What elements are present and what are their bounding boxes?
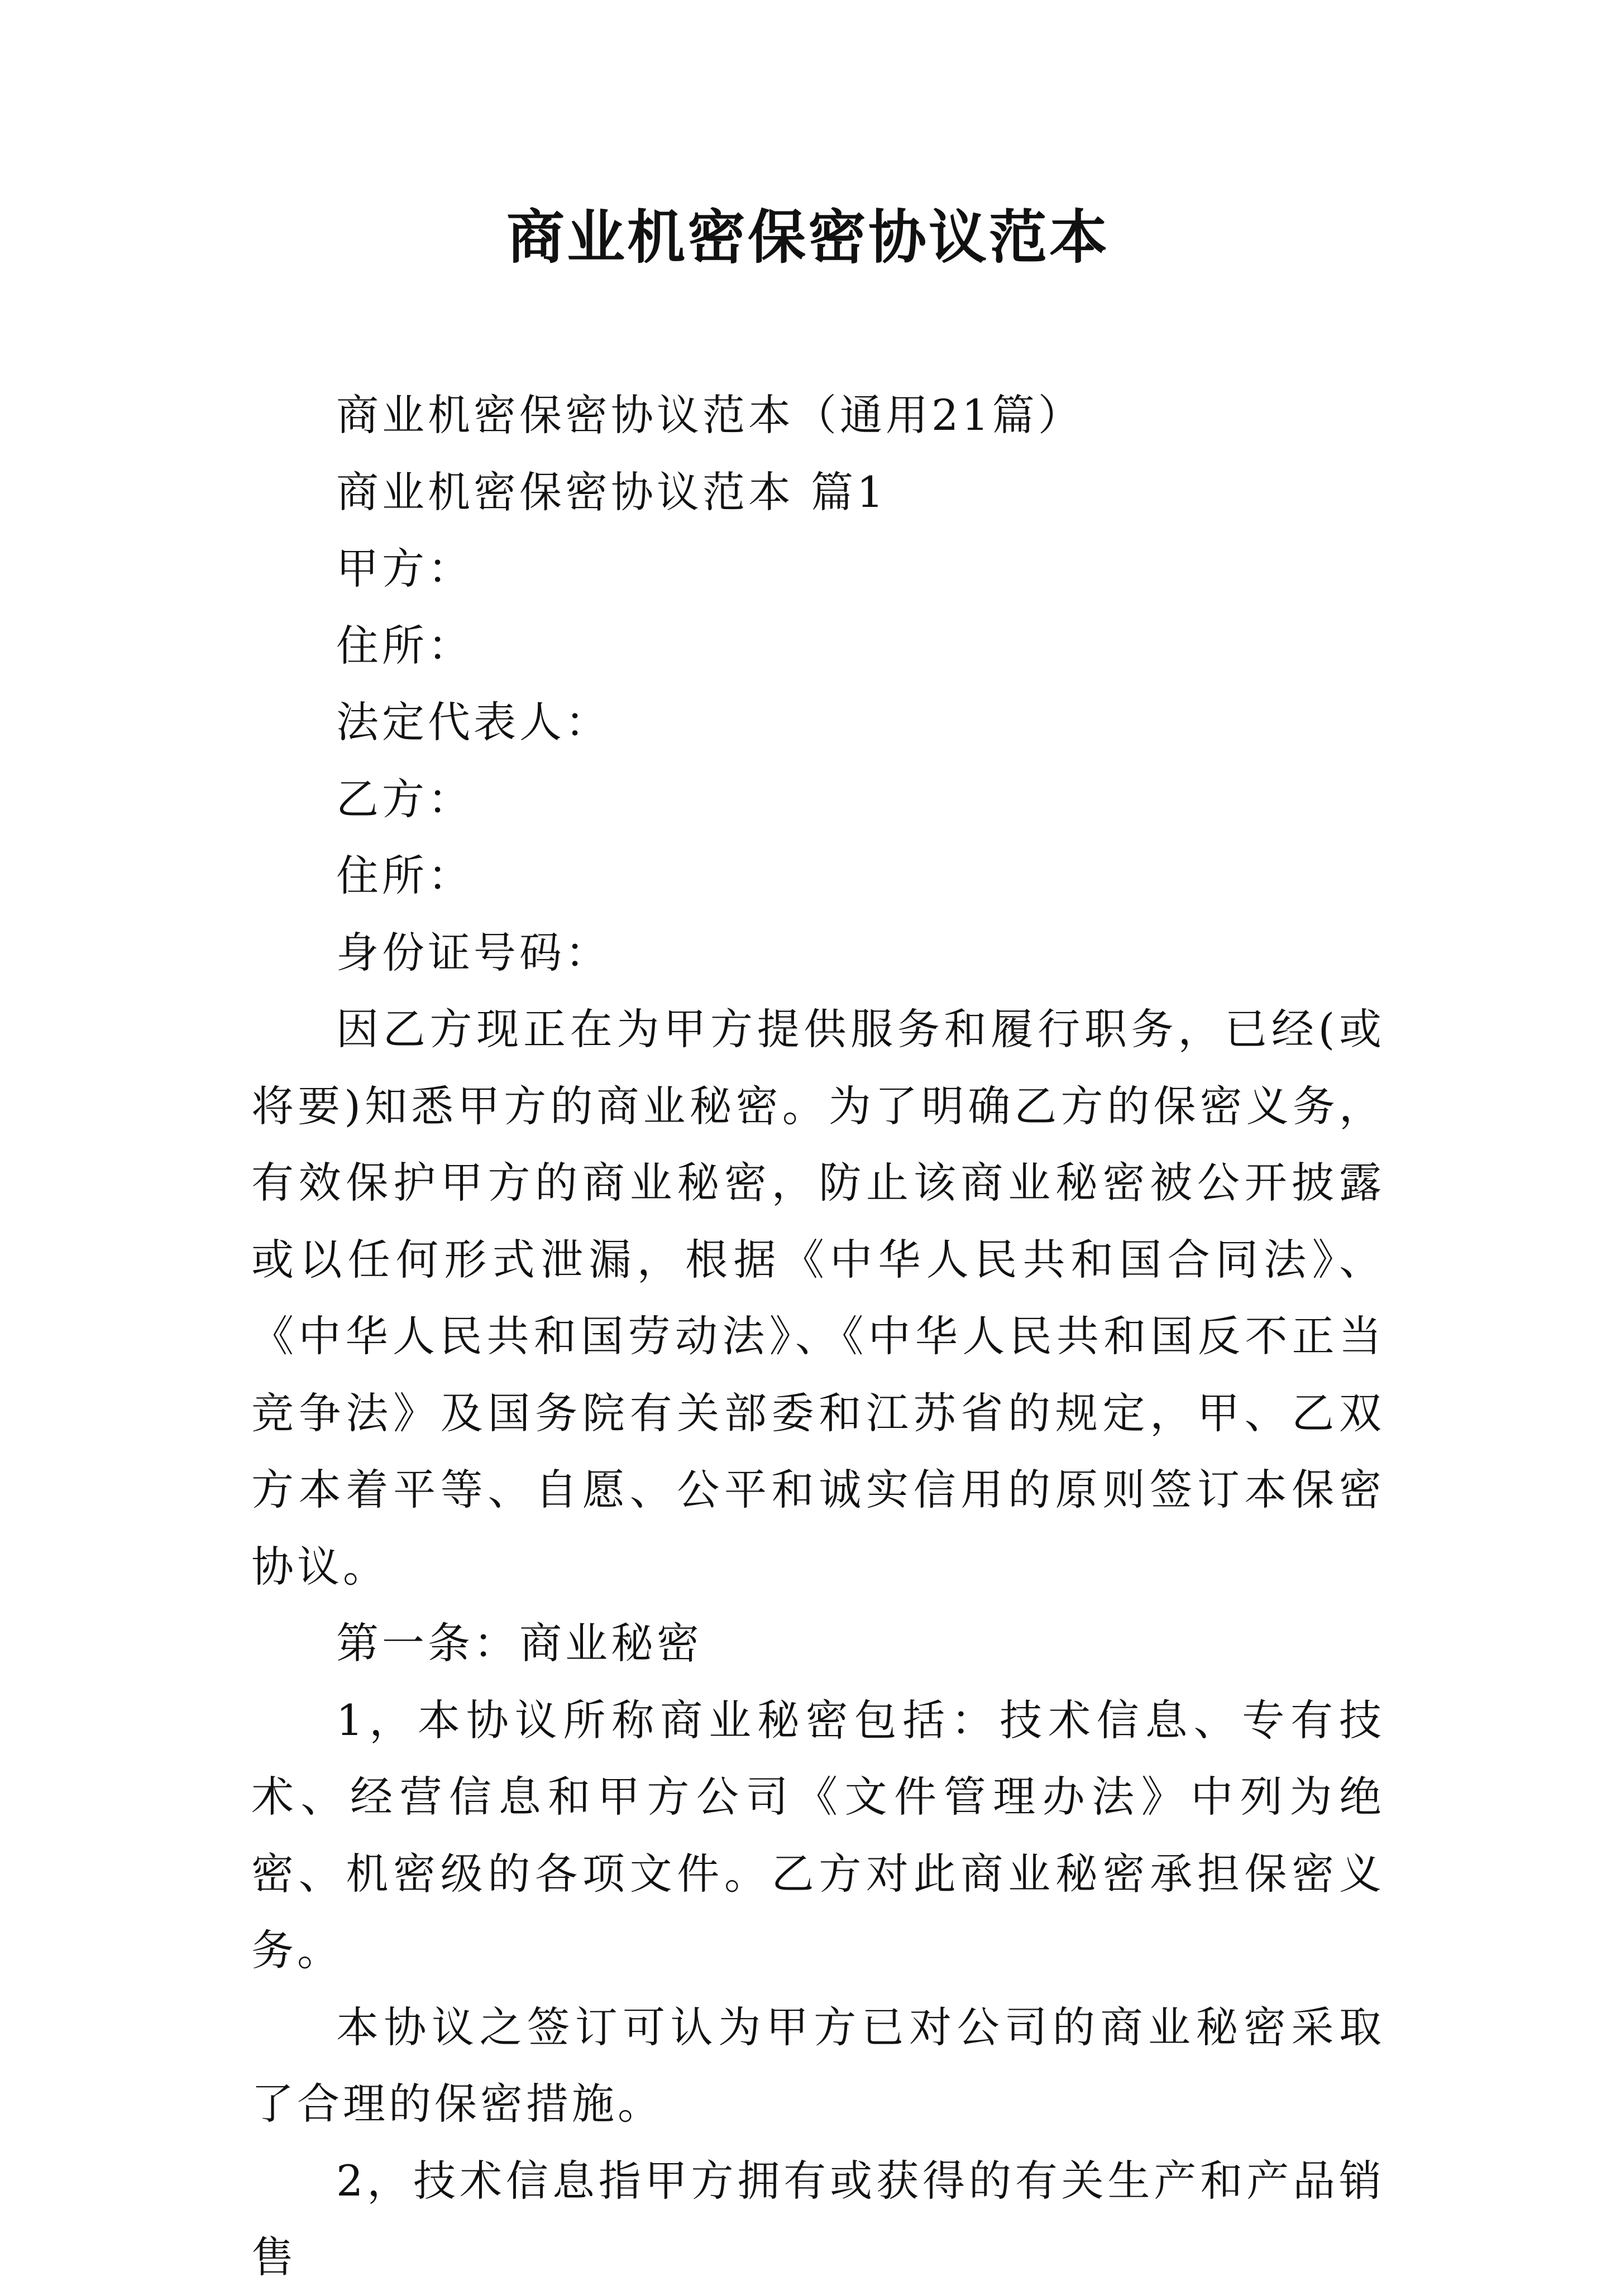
section-heading: 商业机密保密协议范本 篇1 bbox=[336, 467, 887, 517]
preamble-paragraph: 因乙方现正在为甲方提供服务和履行职务，已经(或将要)知悉甲方的商业秘密。为了明确乙方的保密义务，有效保护甲方的商业秘密，防止该商业秘密被公开披露或以任何形式泄漏，根据《中华人民共和国合同法》、《中华人民共和国劳动法》、《中华人民共和国反不正当竞争法》及国务院有关部委和江苏省的规定，甲、乙双方本着平等、自愿、公平和诚实信用的原则签订本保密协议。 bbox=[251, 1004, 1385, 1592]
article-one-clause-2: 2，技术信息指甲方拥有或获得的有关生产和产品销售 bbox=[251, 2155, 1385, 2282]
article-one-note: 本协议之签订可认为甲方已对公司的商业秘密采取了合理的保密措施。 bbox=[251, 2002, 1385, 2129]
party-a-field: 甲方： bbox=[336, 544, 474, 593]
document-title: 商业机密保密协议范本 bbox=[506, 203, 1110, 271]
id-number-field: 身份证号码： bbox=[336, 927, 611, 977]
party-a-address-field: 住所： bbox=[336, 620, 474, 670]
article-one-heading: 第一条：商业秘密 bbox=[336, 1618, 702, 1668]
subtitle-line: 商业机密保密协议范本（通用21篇） bbox=[336, 390, 1084, 440]
party-b-field: 乙方： bbox=[336, 774, 474, 824]
party-b-address-field: 住所： bbox=[336, 851, 474, 900]
document-body bbox=[251, 377, 1385, 2296]
article-one-clause-1: 1，本协议所称商业秘密包括：技术信息、专有技术、经营信息和甲方公司《文件管理办法》中列为绝密、机密级的各项文件。乙方对此商业秘密承担保密义务。 bbox=[251, 1695, 1385, 1975]
legal-representative-field: 法定代表人： bbox=[336, 697, 611, 747]
